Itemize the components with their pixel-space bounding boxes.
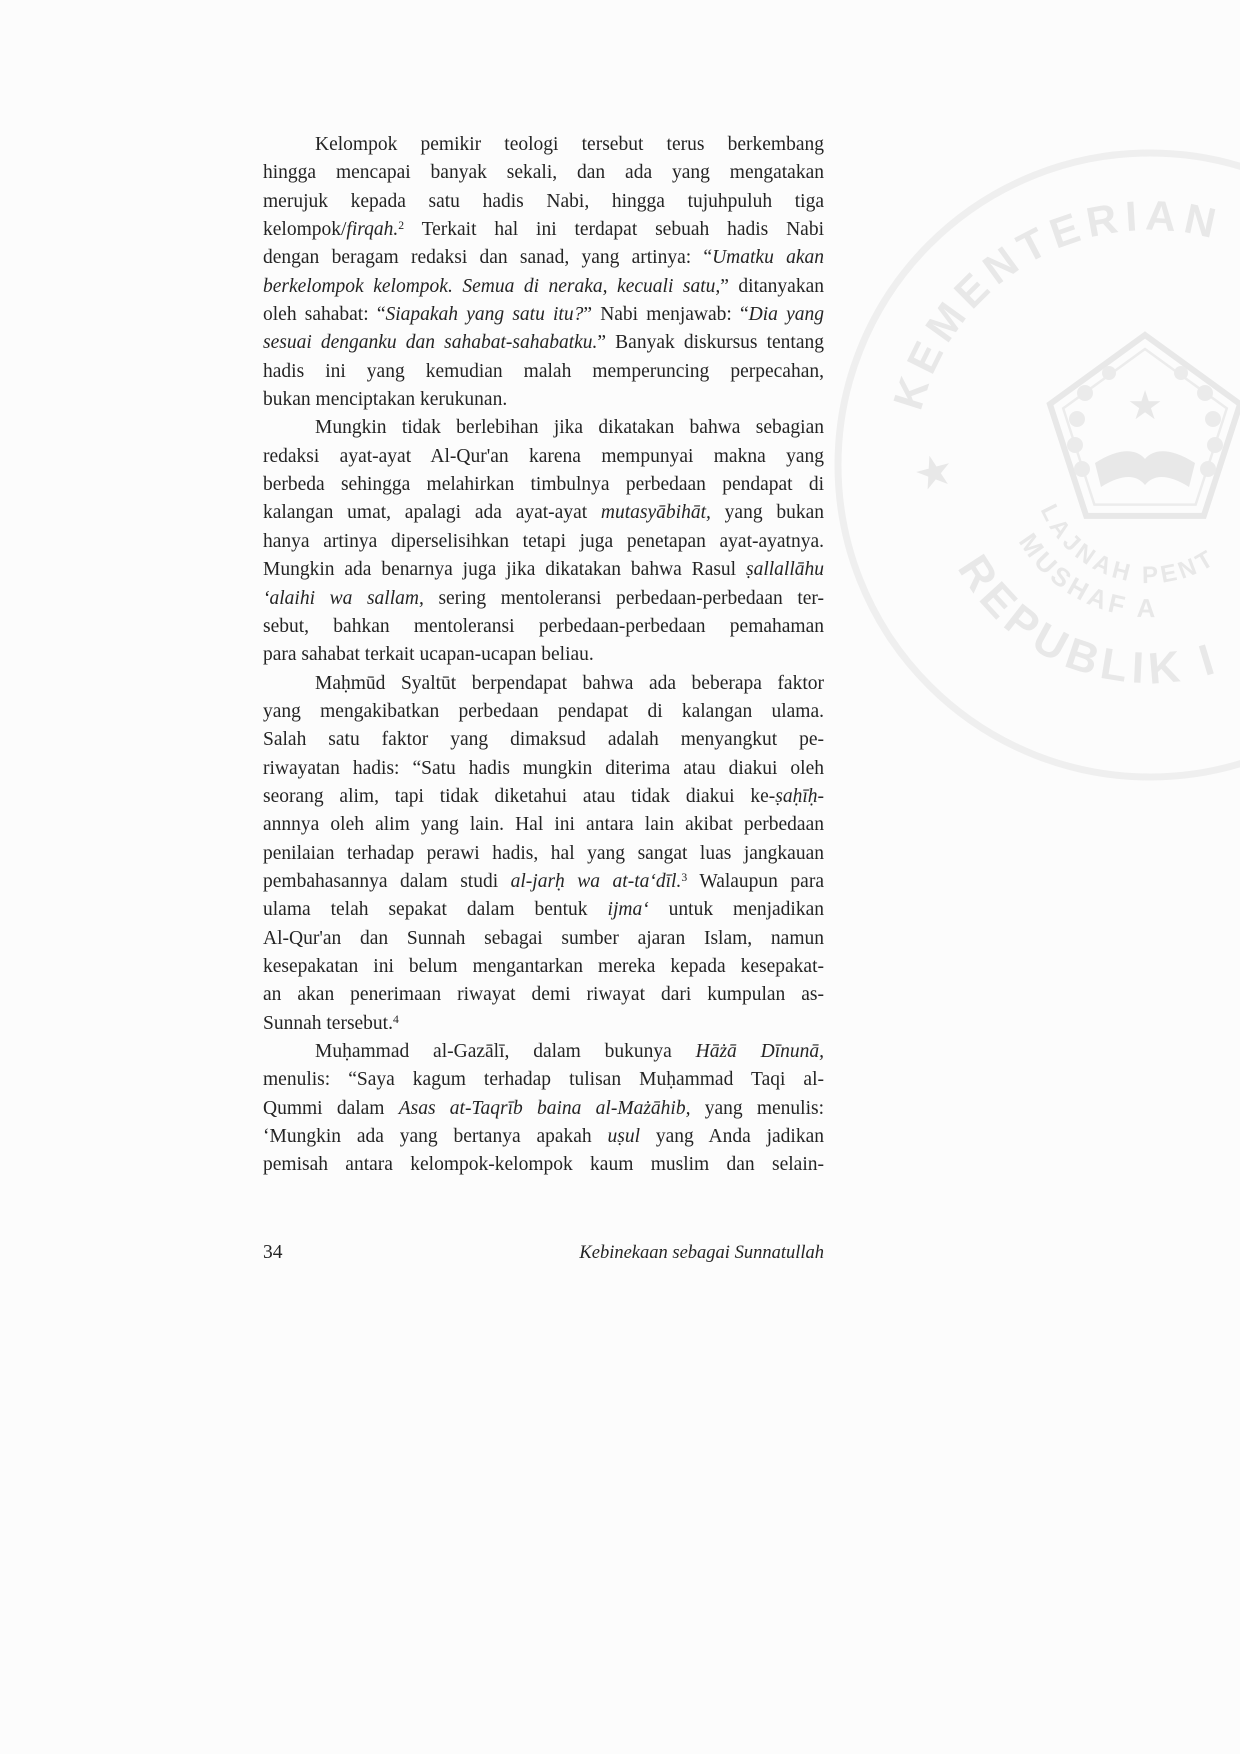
- page-number: 34: [263, 1242, 283, 1263]
- text-line: sebut, bahkan mentoleransi perbedaan-perbedaan pemahaman: [263, 615, 824, 637]
- text-line: menulis: “Saya kagum terhadap tulisan Muḥammad Taqi al-: [263, 1069, 824, 1091]
- seal-outer-ring: [838, 153, 1240, 777]
- text-line: yang mengakibatkan perbedaan pendapat di kalangan ulama.: [263, 700, 824, 722]
- text-line: an akan penerimaan riwayat demi riwayat dari kumpulan as-: [263, 984, 824, 1006]
- text-line: pemisah antara kelompok-kelompok kaum muslim dan selain-: [263, 1154, 824, 1176]
- text-line: seorang alim, tapi tidak diketahui atau tidak diakui ke-ṣaḥīḥ-: [263, 785, 824, 807]
- text-line: Muḥammad al-Gazālī, dalam bukunya Hāżā Dīnunā,: [315, 1041, 825, 1062]
- text-line: sesuai denganku dan sahabat-sahabatku.” Banyak diskursus tentang: [263, 332, 824, 354]
- watermark-arc-top: KEMENTERIAN: [884, 191, 1227, 415]
- text-line: penilaian terhadap perawi hadis, hal yang sangat luas jangkauan: [263, 842, 824, 864]
- text-line: oleh sahabat: “Siapakah yang satu itu?” Nabi menjawab: “Dia yang: [263, 304, 825, 326]
- text-line: hingga mencapai banyak sekali, dan ada yang mengatakan: [263, 162, 824, 184]
- laurel-leaves: [1067, 366, 1223, 477]
- text-line: ‘Mungkin ada yang bertanya apakah uṣul yang Anda jadikan: [263, 1126, 824, 1148]
- watermark-arc-inner-2: MUSHAF A: [1013, 527, 1160, 624]
- text-line: Salah satu faktor yang dimaksud adalah menyangkut pe-: [263, 729, 824, 751]
- paragraph: [263, 1038, 824, 1180]
- text-line: Qummi dalam Asas at-Taqrīb baina al-Mażāhib, yang menulis:: [263, 1097, 825, 1119]
- open-book-icon: [1095, 451, 1195, 487]
- running-title: Kebinekaan sebagai Sunnatullah: [579, 1243, 824, 1263]
- paragraph: [263, 131, 824, 414]
- text-line: berbeda sehingga melahirkan timbulnya perbedaan pendapat di: [263, 474, 824, 496]
- star-icon: ★: [908, 443, 960, 502]
- watermark-arc-bottom: REPUBLIK I: [948, 546, 1226, 694]
- text-line: ulama telah sepakat dalam bentuk ijma‘ untuk menjadikan: [263, 899, 825, 921]
- emblem-star-icon: ★: [1127, 383, 1163, 428]
- text-line: hanya artinya diperselisihkan tetapi juga penetapan ayat-ayatnya.: [263, 530, 824, 552]
- text-line: Al-Qur'an dan Sunnah sebagai sumber ajaran Islam, namun: [263, 927, 824, 949]
- text-line: Kelompok pemikir teologi tersebut terus berkembang: [315, 134, 824, 155]
- text-line: Mungkin tidak berlebihan jika dikatakan bahwa sebagian: [315, 417, 824, 439]
- paragraph: [263, 670, 824, 1038]
- text-line: hadis ini yang kemudian malah memperuncing perpecahan,: [263, 360, 824, 382]
- text-line: Mungkin ada benarnya juga jika dikatakan bahwa Rasul ṣallallāhu: [263, 559, 824, 581]
- text-line: bukan menciptakan kerukunan.: [263, 389, 508, 411]
- text-line: merujuk kepada satu hadis Nabi, hingga tujuhpuluh tiga: [263, 190, 824, 212]
- text-line: kelompok/firqah.$^2$ Terkait hal ini terdapat sebuah hadis Nabi: [263, 219, 824, 241]
- ministry-emblem: [1050, 335, 1240, 516]
- seal-graphic: [790, 105, 1240, 825]
- page-footer: [263, 1242, 824, 1264]
- text-line: kalangan umat, apalagi ada ayat-ayat mutasyābihāt, yang bukan: [263, 502, 824, 524]
- paragraph: [263, 414, 824, 669]
- watermark-arc-inner-1: LAJNAH PENT: [1034, 499, 1222, 590]
- body-text: [263, 131, 824, 1180]
- text-line: Maḥmūd Syaltūt berpendapat bahwa ada beberapa faktor: [315, 672, 824, 694]
- text-line: berkelompok kelompok. Semua di neraka, kecuali satu,” ditanyakan: [263, 275, 824, 297]
- text-line: kesepakatan ini belum mengantarkan mereka kepada kesepakat-: [263, 955, 824, 977]
- text-line: annnya oleh alim yang lain. Hal ini antara lain akibat perbedaan: [263, 814, 824, 836]
- text-line: para sahabat terkait ucapan-ucapan beliau.: [263, 644, 594, 666]
- text-line: redaksi ayat-ayat Al-Qur'an karena mempunyai makna yang: [263, 445, 824, 467]
- text-line: riwayatan hadis: “Satu hadis mungkin diterima atau diakui oleh: [263, 757, 824, 779]
- text-line: ‘alaihi wa sallam, sering mentoleransi perbedaan-perbedaan ter-: [263, 587, 825, 609]
- text-line: dengan beragam redaksi dan sanad, yang artinya: “Umatku akan: [263, 247, 824, 269]
- text-line: Sunnah tersebut.$^4$: [263, 1012, 399, 1034]
- text-line: pembahasannya dalam studi al-jarḥ wa at-ta‘dīl.$^3$ Walaupun para: [263, 870, 824, 892]
